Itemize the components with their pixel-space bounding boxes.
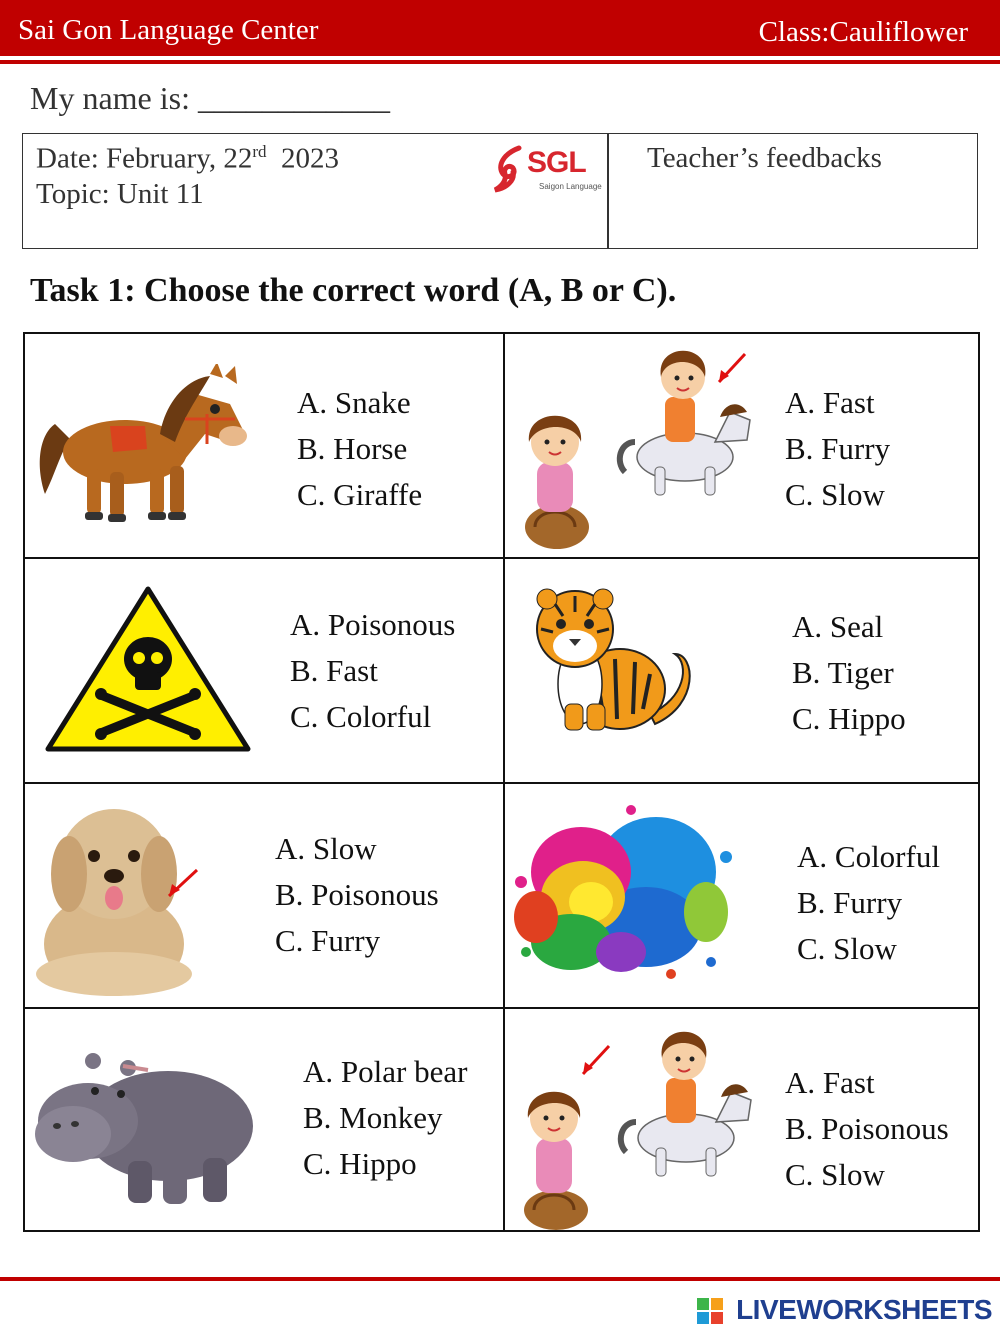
info-divider (607, 134, 609, 248)
grid-row-divider (25, 557, 978, 559)
option-a[interactable]: A. Polar bear (303, 1054, 468, 1089)
option-c[interactable]: C. Slow (785, 1157, 885, 1192)
logo-text: SGL (527, 146, 586, 179)
grid-row-divider (25, 782, 978, 784)
horse-picture (35, 364, 250, 524)
option-b[interactable]: B. Furry (797, 885, 903, 920)
question-6-options (797, 834, 940, 972)
feedback-label: Teacher’s feedbacks (647, 142, 882, 174)
option-b[interactable]: B. Horse (297, 431, 408, 466)
option-a[interactable]: A. Poisonous (290, 607, 456, 642)
date-year: 2023 (266, 142, 340, 175)
date-text: Date: February, 22 (36, 142, 253, 175)
question-2-options (785, 380, 890, 518)
logo-subtext: Saigon Language (539, 182, 602, 191)
option-b[interactable]: B. Fast (290, 653, 378, 688)
option-c[interactable]: C. Colorful (290, 699, 432, 734)
header-band (0, 0, 1000, 56)
option-a[interactable]: A. Fast (785, 385, 875, 420)
center-name: Sai Gon Language Center (18, 14, 319, 46)
option-c[interactable]: C. Slow (785, 477, 885, 512)
grid-row-divider (25, 1007, 978, 1009)
question-4-options (792, 604, 906, 742)
liveworksheets-logo-icon (697, 1298, 723, 1324)
student-name-line: My name is: ____________ (30, 80, 390, 116)
header-divider (0, 60, 1000, 64)
fluffy-dog-picture (29, 794, 209, 999)
question-8-options (785, 1060, 949, 1198)
option-b[interactable]: B. Furry (785, 431, 891, 466)
tiger-picture (525, 584, 705, 734)
option-b[interactable]: B. Tiger (792, 655, 894, 690)
option-a[interactable]: A. Snake (297, 385, 411, 420)
task-title: Task 1: Choose the correct word (A, B or C). (30, 272, 677, 309)
class-label: Class:Cauliflower (758, 16, 968, 48)
question-5-options (275, 826, 439, 964)
children-on-horse-and-snail-picture (515, 342, 775, 552)
date-suffix: rd (252, 142, 267, 161)
option-a[interactable]: A. Colorful (797, 839, 940, 874)
option-b[interactable]: B. Poisonous (785, 1111, 949, 1146)
option-a[interactable]: A. Fast (785, 1065, 875, 1100)
option-c[interactable]: C. Giraffe (297, 477, 423, 512)
option-b[interactable]: B. Poisonous (275, 877, 439, 912)
children-on-snail-and-horse-picture (511, 1020, 771, 1230)
question-grid (23, 332, 980, 1232)
sgl-logo-icon (493, 144, 529, 194)
option-a[interactable]: A. Seal (792, 609, 884, 644)
question-7-options (303, 1049, 467, 1187)
topic-line: Topic: Unit 11 (36, 178, 204, 210)
option-c[interactable]: C. Hippo (303, 1146, 417, 1181)
option-b[interactable]: B. Monkey (303, 1100, 443, 1135)
hippo-picture (33, 1046, 258, 1211)
option-c[interactable]: C. Hippo (792, 701, 906, 736)
option-a[interactable]: A. Slow (275, 831, 377, 866)
color-splash-picture (511, 802, 736, 982)
info-box (22, 133, 978, 249)
footer-divider (0, 1277, 1000, 1281)
liveworksheets-brand: LIVEWORKSHEETS (736, 1294, 992, 1325)
question-1-options (297, 380, 422, 518)
sgl-logo (493, 142, 605, 194)
date-line (36, 142, 339, 176)
option-c[interactable]: C. Furry (275, 923, 381, 958)
option-c[interactable]: C. Slow (797, 931, 897, 966)
poison-warning-sign-picture (43, 584, 253, 754)
question-3-options (290, 602, 455, 740)
